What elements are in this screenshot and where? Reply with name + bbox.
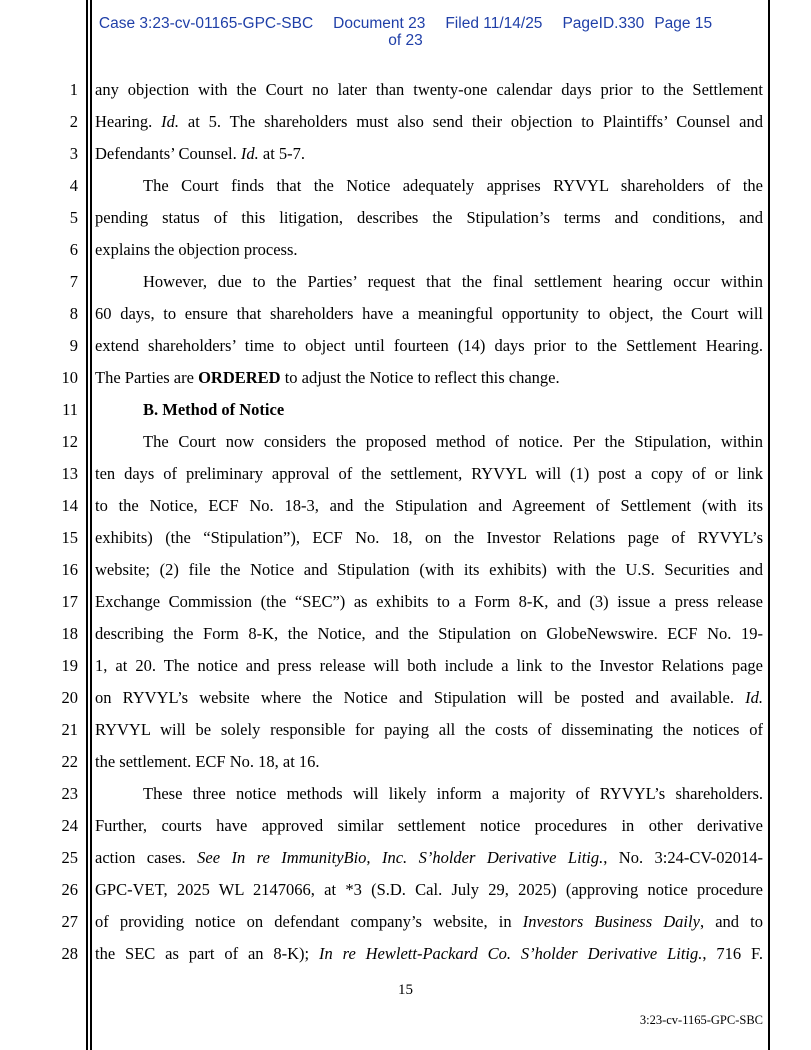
line-number: 18 xyxy=(61,624,78,643)
text-line-3: Defendants’ Counsel. Id. at 5-7. xyxy=(95,144,306,163)
text-line-25: action cases. See In re ImmunityBio, Inc. S’holder Derivative Litig., No. 3:24-CV-02014- xyxy=(95,848,763,867)
line-number: 5 xyxy=(69,208,78,227)
text-line-22: the settlement. ECF No. 18, at 16. xyxy=(95,752,320,771)
line-number: 14 xyxy=(61,496,78,515)
text-line-28: the SEC as part of an 8-K); In re Hewlett-Packard Co. S’holder Derivative Litig., 716 F. xyxy=(95,944,763,963)
text-line-10: The Parties are ORDERED to adjust the Notice to reflect this change. xyxy=(95,368,560,387)
header-filed: Filed 11/14/25 xyxy=(445,15,543,32)
line-number: 26 xyxy=(61,880,78,899)
line-number: 23 xyxy=(61,784,78,803)
text-line-18: describing the Form 8-K, the Notice, and the Stipulation on GlobeNewswire. ECF No. 19- xyxy=(95,624,763,643)
text-line-16: website; (2) file the Notice and Stipulation (with its exhibits) with the U.S. Securities and xyxy=(95,560,763,579)
text-line-24: Further, courts have approved similar settlement notice procedures in other derivative xyxy=(95,816,763,835)
text-line-19: 1, at 20. The notice and press release will both include a link to the Investor Relations page xyxy=(95,656,763,675)
text-line-9: extend shareholders’ time to object until fourteen (14) days prior to the Settlement Hearing. xyxy=(95,336,763,355)
line-number: 12 xyxy=(61,432,78,451)
header-page: Page 15 xyxy=(654,15,713,32)
text-line-26: GPC-VET, 2025 WL 2147066, at *3 (S.D. Cal. July 29, 2025) (approving notice procedure xyxy=(95,880,763,899)
line-number: 9 xyxy=(69,336,78,355)
text-line-27: of providing notice on defendant company’s website, in Investors Business Daily, and to xyxy=(95,912,763,931)
page-number: 15 xyxy=(398,982,413,998)
line-number: 17 xyxy=(61,592,78,611)
text-line-13: ten days of preliminary approval of the settlement, RYVYL will (1) post a copy of or link xyxy=(95,464,763,483)
text-line-15: exhibits) (the “Stipulation”), ECF No. 18, on the Investor Relations page of RYVYL’s xyxy=(95,528,763,547)
text-line-6: explains the objection process. xyxy=(95,240,298,259)
text-line-12: The Court now considers the proposed method of notice. Per the Stipulation, within xyxy=(143,432,763,451)
text-line-2: Hearing. Id. at 5. The shareholders must also send their objection to Plaintiffs’ Counsel and xyxy=(95,112,763,131)
text-line-8: 60 days, to ensure that shareholders have a meaningful opportunity to object, the Court will xyxy=(95,304,763,323)
section-heading: B. Method of Notice xyxy=(143,400,285,419)
text-line-14: to the Notice, ECF No. 18-3, and the Stipulation and Agreement of Settlement (with its xyxy=(95,496,763,515)
line-number: 19 xyxy=(61,656,78,675)
line-number: 10 xyxy=(61,368,78,387)
line-number: 1 xyxy=(69,80,78,99)
line-number: 7 xyxy=(69,272,78,291)
text-line-17: Exchange Commission (the “SEC”) as exhibits to a Form 8-K, and (3) issue a press release xyxy=(95,592,763,611)
right-margin-rule xyxy=(768,0,770,1050)
line-number: 20 xyxy=(61,688,78,707)
line-number: 22 xyxy=(61,752,78,771)
header-line-1 xyxy=(0,15,811,33)
left-margin-rule-outer xyxy=(86,0,88,1050)
header-pageid: PageID.330 xyxy=(562,15,645,32)
line-number: 25 xyxy=(61,848,78,867)
line-number: 13 xyxy=(61,464,78,483)
line-number: 21 xyxy=(61,720,78,739)
text-line-7: However, due to the Parties’ request that the final settlement hearing occur within xyxy=(143,272,763,291)
line-number: 6 xyxy=(69,240,78,259)
line-number: 3 xyxy=(69,144,78,163)
line-number: 15 xyxy=(61,528,78,547)
header-page-total: of 23 xyxy=(388,32,423,49)
text-line-1: any objection with the Court no later than twenty-one calendar days prior to the Settlement xyxy=(95,80,763,99)
header-case: Case 3:23-cv-01165-GPC-SBC xyxy=(98,15,314,32)
line-number: 28 xyxy=(61,944,78,963)
line-number: 27 xyxy=(61,912,78,931)
line-number: 24 xyxy=(61,816,78,835)
document-header xyxy=(0,15,811,55)
line-number: 8 xyxy=(69,304,78,323)
line-number: 16 xyxy=(61,560,78,579)
text-line-20: on RYVYL’s website where the Notice and Stipulation will be posted and available. Id. xyxy=(95,688,763,707)
text-line-4: The Court finds that the Notice adequately apprises RYVYL shareholders of the xyxy=(143,176,763,195)
text-line-5: pending status of this litigation, describes the Stipulation’s terms and conditions, and xyxy=(95,208,763,227)
text-line-23: These three notice methods will likely inform a majority of RYVYL’s shareholders. xyxy=(143,784,763,803)
line-number: 11 xyxy=(62,400,78,419)
line-number: 2 xyxy=(69,112,78,131)
footer-case-number: 3:23-cv-1165-GPC-SBC xyxy=(639,1013,763,1027)
header-document: Document 23 xyxy=(333,15,426,32)
text-line-21: RYVYL will be solely responsible for paying all the costs of disseminating the notices of xyxy=(95,720,763,739)
line-number: 4 xyxy=(69,176,78,195)
left-margin-rule-inner xyxy=(90,0,92,1050)
